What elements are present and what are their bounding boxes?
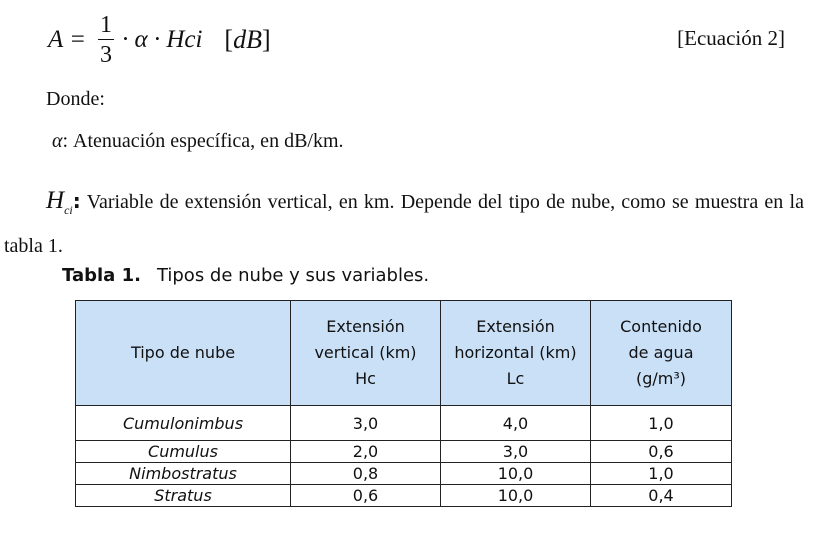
hci-colon: :	[72, 189, 81, 213]
alpha-definition	[52, 130, 344, 153]
header-symbol: Lc	[506, 369, 525, 388]
header-line: de agua	[628, 343, 694, 362]
alpha-text: : Atenuación específica, en dB/km.	[62, 130, 344, 152]
fraction-denominator: 3	[99, 42, 112, 68]
header-symbol: Hc	[355, 369, 376, 388]
cell-horizontal: 3,0	[441, 441, 591, 463]
unit-open-bracket: [	[224, 25, 234, 54]
cell-water: 1,0	[591, 463, 732, 485]
hci-text: Variable de extensión vertical, en km. Depende del tipo de nube, como se muestra en la tabla 1.	[4, 191, 804, 257]
header-vertical-extension	[291, 301, 441, 406]
unit-label: dB	[233, 25, 262, 54]
cloud-types-table	[75, 300, 732, 507]
equation-fraction	[98, 13, 114, 67]
table-caption-text: Tipos de nube y sus variables.	[156, 265, 430, 286]
cell-water: 0,4	[591, 485, 732, 507]
cell-horizontal: 10,0	[441, 485, 591, 507]
table-row	[76, 463, 732, 485]
fraction-numerator: 1	[99, 12, 112, 38]
equation-unit	[224, 25, 270, 55]
hci-definition	[4, 183, 804, 264]
header-horizontal-extension	[441, 301, 591, 406]
cell-vertical: 0,6	[291, 485, 441, 507]
cell-cloud-name: Cumulus	[76, 441, 291, 463]
hci-symbol-subscript: ci	[64, 203, 73, 217]
cell-water: 0,6	[591, 441, 732, 463]
header-cloud-type	[76, 301, 291, 406]
cell-cloud-name: Stratus	[76, 485, 291, 507]
hci-symbol-base: H	[46, 187, 65, 214]
header-line: Extensión	[476, 317, 555, 336]
table-caption-label: Tabla 1.	[62, 265, 141, 286]
table-row	[76, 485, 732, 507]
cell-vertical: 0,8	[291, 463, 441, 485]
cell-horizontal: 10,0	[441, 463, 591, 485]
cell-cloud-name: Cumulonimbus	[76, 406, 291, 441]
equation-reference: [Ecuación 2]	[677, 26, 785, 50]
equation	[48, 8, 271, 72]
cell-vertical: 3,0	[291, 406, 441, 441]
header-line: vertical (km)	[314, 343, 417, 362]
header-cloud-type-text: Tipo de nube	[130, 343, 236, 362]
header-line: Contenido	[620, 317, 702, 336]
equation-lhs: A =	[48, 26, 86, 53]
hci-symbol	[46, 187, 73, 217]
header-line: horizontal (km)	[454, 343, 577, 362]
table-caption	[62, 265, 429, 286]
cell-horizontal: 4,0	[441, 406, 591, 441]
cell-cloud-name: Nimbostratus	[76, 463, 291, 485]
header-water-content	[591, 301, 732, 406]
header-line: (g/m³)	[635, 369, 687, 388]
table-header-row	[76, 301, 732, 406]
cell-water: 1,0	[591, 406, 732, 441]
alpha-symbol: α	[52, 130, 63, 152]
cell-vertical: 2,0	[291, 441, 441, 463]
equation-rhs: · α · Hci	[121, 26, 203, 53]
table-row	[76, 441, 732, 463]
table-row	[76, 406, 732, 441]
donde-label: Donde:	[46, 88, 105, 110]
unit-close-bracket: ]	[261, 25, 271, 54]
header-line: Extensión	[326, 317, 405, 336]
